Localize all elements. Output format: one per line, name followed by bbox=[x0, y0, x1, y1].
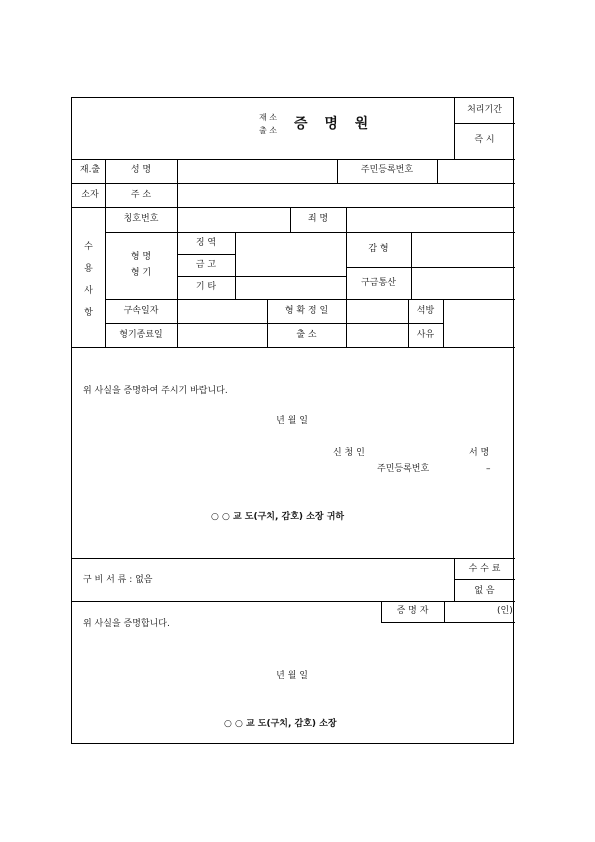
rrn-label: 주민등록번호 bbox=[360, 165, 414, 175]
side-label-char: 사 bbox=[84, 286, 93, 296]
divider bbox=[347, 267, 515, 268]
arrest-date-label: 구속일자 bbox=[123, 306, 159, 316]
divider bbox=[381, 622, 515, 623]
divider bbox=[443, 299, 444, 347]
divider bbox=[235, 232, 236, 299]
sentence-label-1: 형 명 bbox=[130, 252, 152, 262]
divider bbox=[72, 601, 515, 602]
crime-label: 죄 명 bbox=[307, 214, 329, 224]
divider bbox=[72, 347, 515, 348]
divider bbox=[411, 232, 412, 299]
processing-label: 처리기간 bbox=[467, 105, 502, 115]
processing-value: 즉 시 bbox=[474, 135, 495, 145]
divider bbox=[177, 276, 346, 277]
divider bbox=[177, 299, 178, 347]
divider bbox=[105, 323, 443, 324]
person-group-line1: 재.출 bbox=[79, 165, 101, 175]
confirm-date-label: 형 확 정 일 bbox=[284, 306, 329, 316]
issuer-label: 증 명 자 bbox=[396, 606, 429, 616]
divider bbox=[72, 183, 515, 184]
divider bbox=[444, 601, 445, 622]
reduction-label: 감 형 bbox=[368, 244, 389, 254]
release-reason-label-1: 석방 bbox=[416, 306, 435, 316]
divider bbox=[72, 159, 515, 160]
side-label-char: 용 bbox=[84, 264, 93, 274]
page-title: 증 명 원 bbox=[294, 116, 375, 132]
divider bbox=[437, 159, 438, 183]
divider bbox=[454, 123, 515, 124]
request-addressee: ○ ○ 교 도(구치, 감호) 소장 귀하 bbox=[211, 512, 345, 522]
divider bbox=[72, 207, 515, 208]
divider bbox=[346, 207, 347, 232]
required-docs: 구 비 서 류 : 없음 bbox=[83, 575, 153, 585]
seal-mark: (인) bbox=[497, 606, 513, 616]
rrn-dash: – bbox=[486, 464, 491, 474]
side-label-char: 수 bbox=[84, 242, 93, 252]
divider bbox=[346, 299, 347, 347]
confinement-label: 금 고 bbox=[195, 260, 217, 270]
sign-label: 서 명 bbox=[469, 448, 490, 458]
divider bbox=[177, 254, 235, 255]
person-group-line2: 소자 bbox=[81, 190, 99, 200]
divider bbox=[105, 299, 515, 300]
applicant-label: 신 청 인 bbox=[333, 448, 365, 458]
imprisonment-label: 징 역 bbox=[195, 238, 217, 248]
certificate-form bbox=[71, 97, 514, 744]
release-label: 출 소 bbox=[296, 330, 317, 340]
request-text: 위 사실을 증명하여 주시기 바랍니다. bbox=[83, 386, 228, 396]
name-label: 성 명 bbox=[130, 165, 152, 175]
side-label bbox=[72, 236, 105, 324]
detention-label: 구금통산 bbox=[361, 278, 396, 288]
divider bbox=[177, 159, 178, 207]
address-label: 주 소 bbox=[130, 190, 152, 200]
applicant-rrn-label: 주민등록번호 bbox=[377, 464, 430, 474]
other-label: 기 타 bbox=[195, 282, 217, 292]
call-number-label: 칭호번호 bbox=[123, 214, 159, 224]
divider bbox=[105, 232, 515, 233]
divider bbox=[72, 558, 515, 559]
title-prefix-bottom: 출 소 bbox=[259, 126, 277, 135]
side-label-char: 항 bbox=[84, 308, 93, 318]
request-date: 년 월 일 bbox=[276, 416, 308, 426]
release-reason-label-2: 사유 bbox=[416, 330, 435, 340]
fee-value: 없 음 bbox=[474, 586, 495, 596]
sentence-label-2: 형 기 bbox=[130, 268, 152, 278]
title-prefix-top: 재 소 bbox=[259, 113, 277, 122]
certificate-authority: ○ ○ 교 도(구치, 감호) 소장 bbox=[224, 719, 337, 729]
fee-label: 수 수 료 bbox=[468, 564, 501, 574]
certificate-text: 위 사실을 증명합니다. bbox=[83, 619, 170, 629]
sentence-end-label: 형기종료일 bbox=[119, 330, 163, 340]
divider bbox=[454, 579, 515, 580]
certificate-date: 년 월 일 bbox=[276, 671, 308, 681]
